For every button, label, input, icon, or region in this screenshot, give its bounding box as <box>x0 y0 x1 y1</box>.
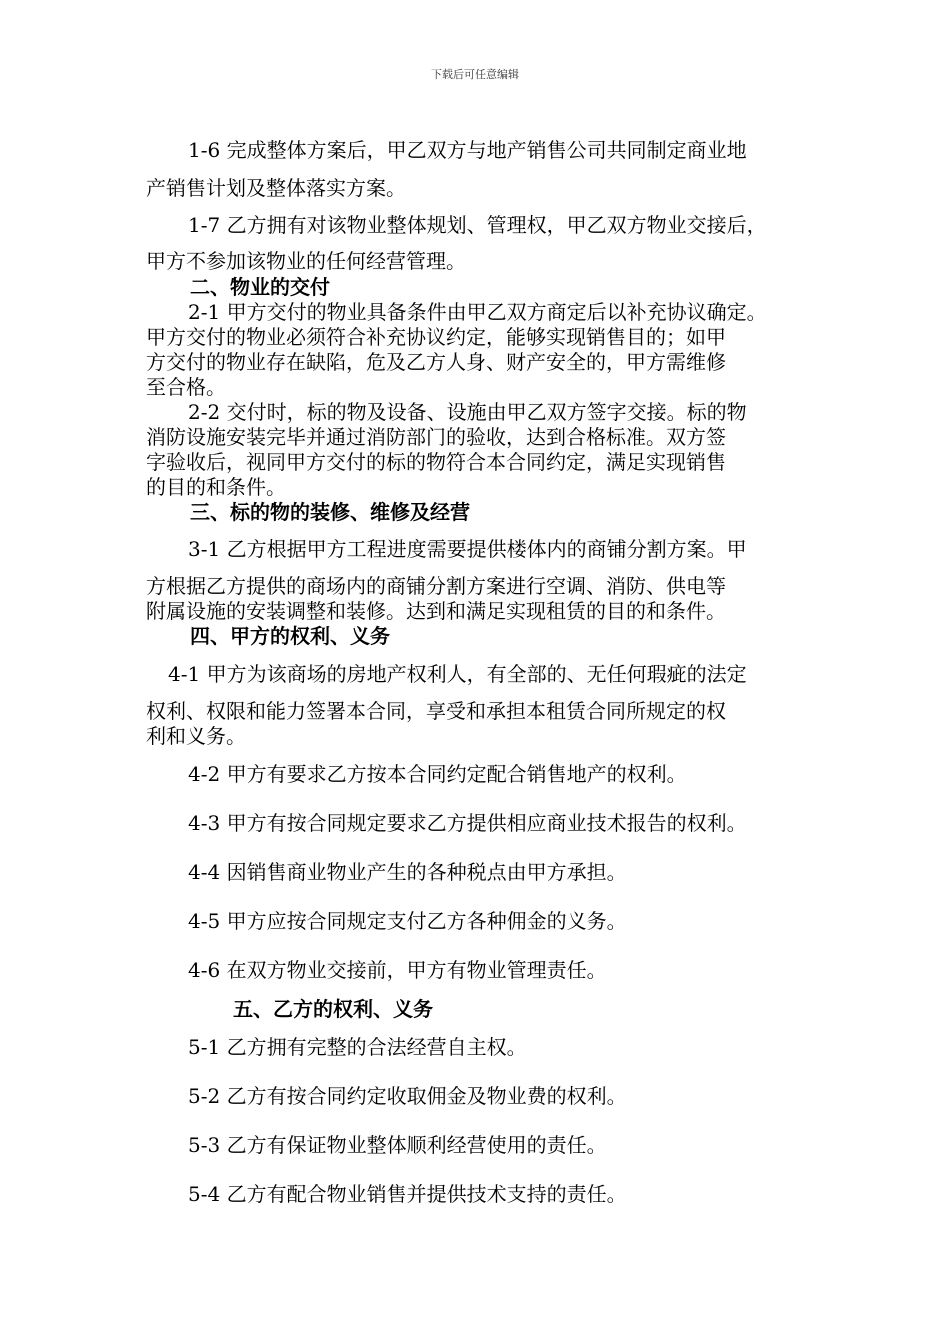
paragraph-line: 4-4 因销售商业物业产生的各种税点由甲方承担。 <box>188 860 627 884</box>
paragraph-line: 利和义务。 <box>146 724 246 748</box>
page-header: 下载后可任意编辑 <box>431 68 519 81</box>
section-heading: 二、物业的交付 <box>190 275 330 299</box>
paragraph-line: 4-5 甲方应按合同规定支付乙方各种佣金的义务。 <box>188 909 627 933</box>
paragraph-line: 消防设施安装完毕并通过消防部门的验收，达到合格标准。双方签 <box>146 425 726 449</box>
paragraph-line: 甲方交付的物业必须符合补充协议约定，能够实现销售目的；如甲 <box>146 325 726 349</box>
paragraph-line: 字验收后，视同甲方交付的标的物符合本合同约定，满足实现销售 <box>146 450 726 474</box>
paragraph-line: 附属设施的安装调整和装修。达到和满足实现租赁的目的和条件。 <box>146 599 726 623</box>
paragraph-line: 4-2 甲方有要求乙方按本合同约定配合销售地产的权利。 <box>188 762 687 786</box>
paragraph-line: 权利、权限和能力签署本合同，享受和承担本租赁合同所规定的权 <box>146 699 726 723</box>
paragraph-line: 4-3 甲方有按合同规定要求乙方提供相应商业技术报告的权利。 <box>188 811 747 835</box>
paragraph-line: 5-2 乙方有按合同约定收取佣金及物业费的权利。 <box>188 1084 627 1108</box>
paragraph-line: 产销售计划及整体落实方案。 <box>146 176 406 200</box>
paragraph-line: 甲方不参加该物业的任何经营管理。 <box>146 249 466 273</box>
paragraph-line: 2-1 甲方交付的物业具备条件由甲乙双方商定后以补充协议确定。 <box>188 300 767 324</box>
paragraph-line: 2-2 交付时，标的物及设备、设施由甲乙双方签字交接。标的物 <box>188 400 747 424</box>
paragraph-line: 至合格。 <box>146 375 226 399</box>
section-heading: 三、标的物的装修、维修及经营 <box>190 500 470 524</box>
section-heading: 四、甲方的权利、义务 <box>190 624 390 648</box>
section-heading: 五、乙方的权利、义务 <box>233 997 433 1021</box>
paragraph-line: 5-1 乙方拥有完整的合法经营自主权。 <box>188 1035 527 1059</box>
paragraph-line: 1-7 乙方拥有对该物业整体规划、管理权，甲乙双方物业交接后， <box>188 213 767 237</box>
paragraph-line: 5-3 乙方有保证物业整体顺利经营使用的责任。 <box>188 1133 607 1157</box>
paragraph-line: 3-1 乙方根据甲方工程进度需要提供楼体内的商铺分割方案。甲 <box>188 537 747 561</box>
paragraph-line: 1-6 完成整体方案后，甲乙双方与地产销售公司共同制定商业地 <box>188 138 747 162</box>
paragraph-line: 5-4 乙方有配合物业销售并提供技术支持的责任。 <box>188 1182 627 1206</box>
paragraph-line: 的目的和条件。 <box>146 475 286 499</box>
paragraph-line: 方根据乙方提供的商场内的商铺分割方案进行空调、消防、供电等 <box>146 574 726 598</box>
paragraph-line: 4-1 甲方为该商场的房地产权利人，有全部的、无任何瑕疵的法定 <box>168 662 747 686</box>
paragraph-line: 4-6 在双方物业交接前，甲方有物业管理责任。 <box>188 958 607 982</box>
paragraph-line: 方交付的物业存在缺陷，危及乙方人身、财产安全的，甲方需维修 <box>146 350 726 374</box>
